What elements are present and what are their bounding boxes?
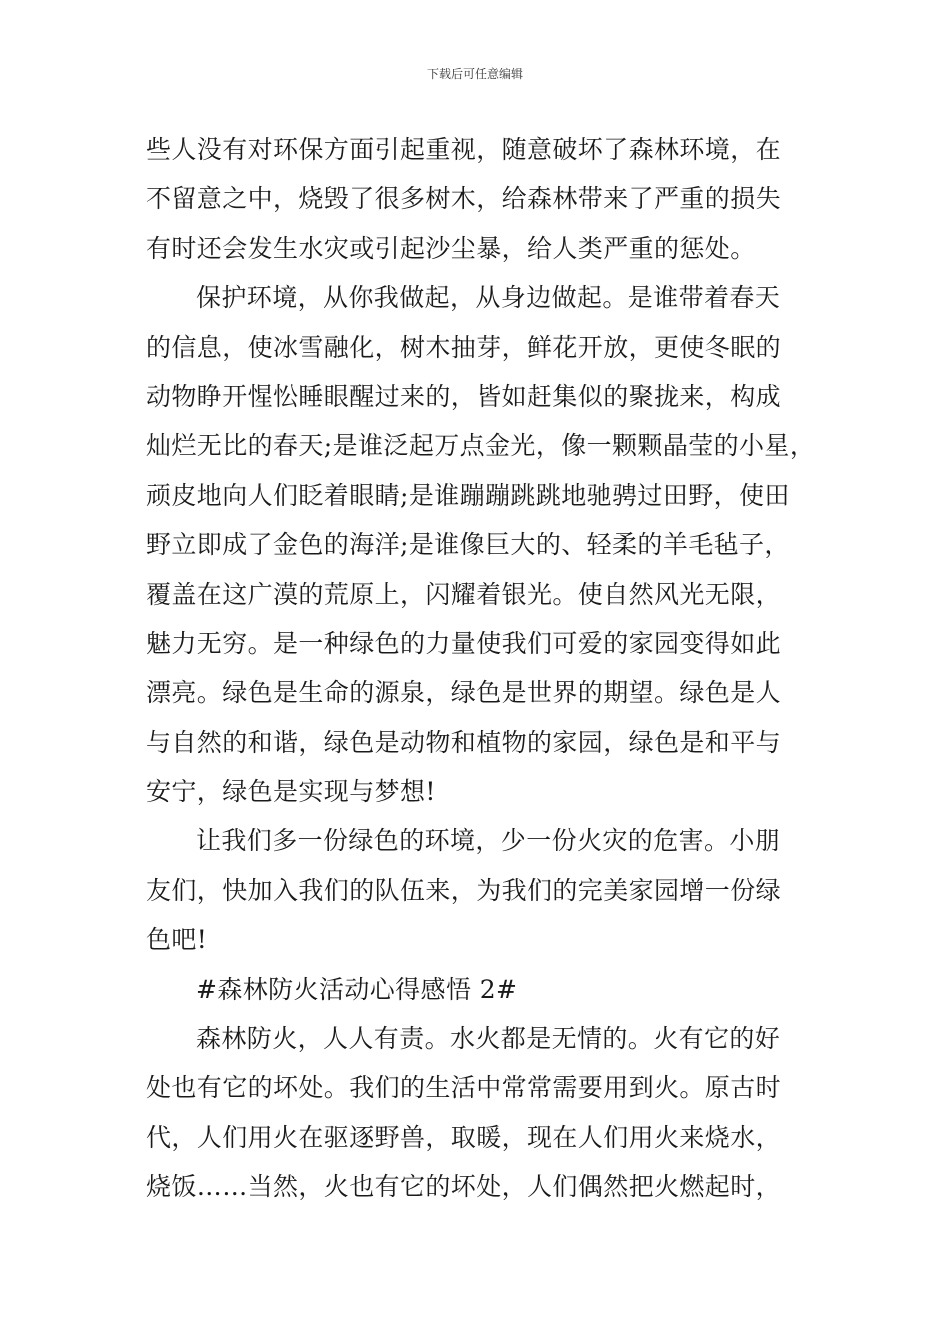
text-line: 魅力无穷。是一种绿色的力量使我们可爱的家园变得如此 bbox=[146, 628, 782, 658]
text-line: 安宁，绿色是实现与梦想! bbox=[146, 777, 436, 807]
text-line: 顽皮地向人们眨着眼睛;是谁蹦蹦跳跳地驰骋过田野，使田 bbox=[146, 480, 790, 510]
document-body bbox=[146, 125, 826, 1212]
text-line: 色吧! bbox=[146, 925, 208, 955]
text-line: 的信息，使冰雪融化，树木抽芽，鲜花开放，更使冬眠的 bbox=[146, 332, 782, 362]
text-line: 动物睁开惺忪睡眼醒过来的，皆如赶集似的聚拢来，构成 bbox=[146, 381, 782, 411]
text-line: 野立即成了金色的海洋;是谁像巨大的、轻柔的羊毛毡子， bbox=[146, 530, 790, 560]
text-line: 覆盖在这广漠的荒原上，闪耀着银光。使自然风光无限， bbox=[146, 579, 782, 609]
text-line: 友们，快加入我们的队伍来，为我们的完美家园增一份绿 bbox=[146, 875, 782, 905]
paragraph-start-line: 保护环境，从你我做起，从身边做起。是谁带着春天 bbox=[196, 283, 781, 313]
page-header-note: 下载后可任意编辑 bbox=[426, 67, 523, 81]
text-line: 灿烂无比的春天;是谁泛起万点金光，像一颗颗晶莹的小星， bbox=[146, 431, 816, 461]
text-line: 处也有它的坏处。我们的生活中常常需要用到火。原古时 bbox=[146, 1073, 782, 1103]
text-line: 代，人们用火在驱逐野兽，取暖，现在人们用火来烧水， bbox=[146, 1122, 782, 1152]
text-line: 漂亮。绿色是生命的源泉，绿色是世界的期望。绿色是人 bbox=[146, 678, 782, 708]
section-heading: #森林防火活动心得感悟 2# bbox=[196, 974, 518, 1004]
text-line: 些人没有对环保方面引起重视，随意破坏了森林环境，在 bbox=[146, 135, 782, 164]
text-line: 有时还会发生水灾或引起沙尘暴，给人类严重的惩处。 bbox=[146, 233, 756, 263]
text-line: 不留意之中，烧毁了很多树木，给森林带来了严重的损失 bbox=[146, 184, 782, 214]
paragraph-start-line: 让我们多一份绿色的环境，少一份火灾的危害。小朋 bbox=[196, 826, 781, 856]
paragraph-start-line: 森林防火，人人有责。水火都是无情的。火有它的好 bbox=[196, 1024, 781, 1054]
text-line: 烧饭……当然，火也有它的坏处，人们偶然把火燃起时， bbox=[146, 1172, 782, 1202]
text-line: 与自然的和谐，绿色是动物和植物的家园，绿色是和平与 bbox=[146, 727, 782, 757]
